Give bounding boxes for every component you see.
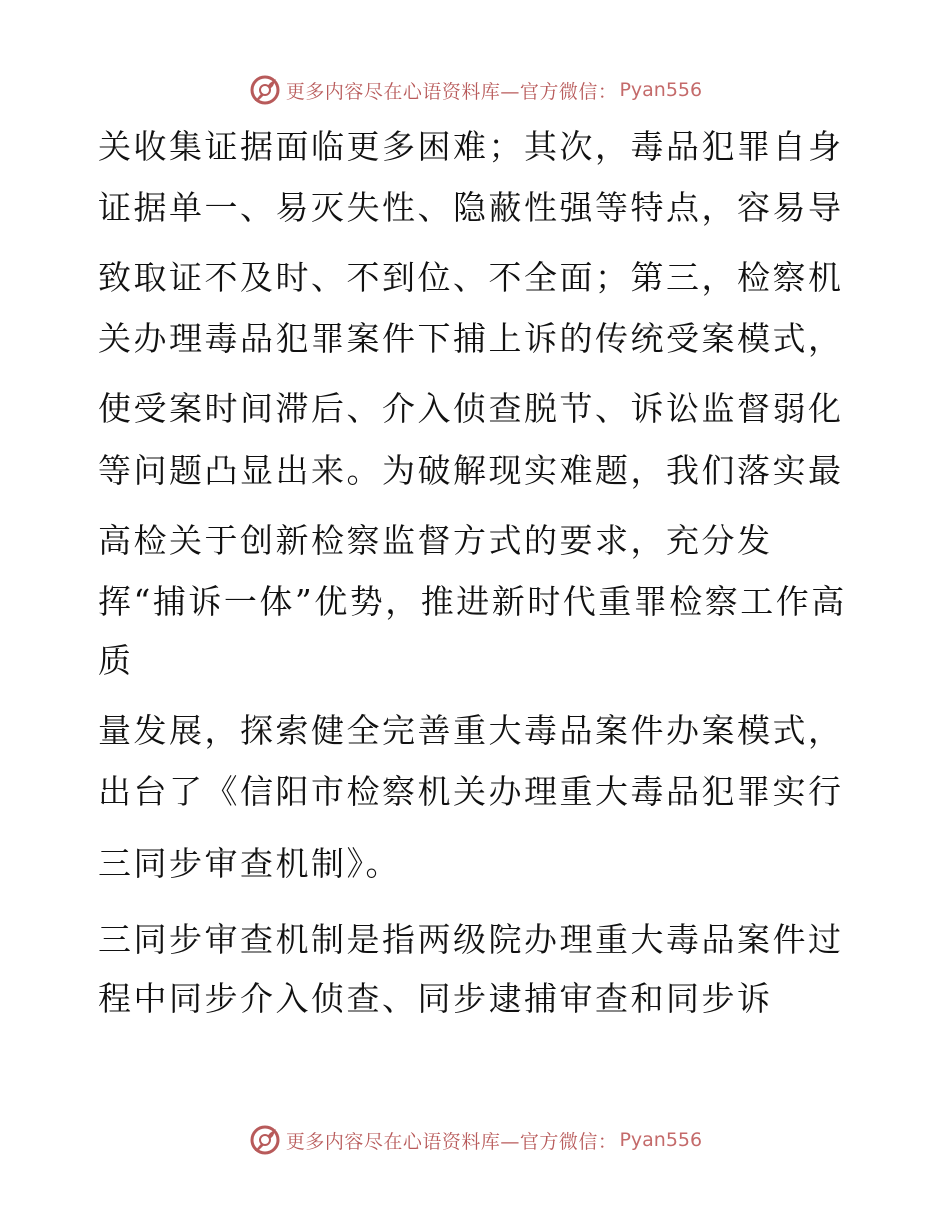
body-line: 三同步审查机制是指两级院办理重大毒品案件过 [98,920,844,959]
watermark-wechat-label: 官方微信： [519,80,618,103]
watermark-site-text: 更多内容尽在心语资料库— [285,80,520,103]
body-line: 挥“捕诉一体”优势，推进新时代重罪检察工作高 [98,582,847,621]
body-line: 致取证不及时、不到位、不全面；第三，检察机 [98,258,844,297]
body-line: 证据单一、易灭失性、隐蔽性强等特点，容易导 [98,188,844,227]
footer-watermark [0,1120,950,1160]
body-line: 程中同步介入侦查、同步逮捕审查和同步诉 [98,979,773,1018]
body-line: 关收集证据面临更多困难；其次，毒品犯罪自身 [98,127,844,166]
watermark-site-text: 更多内容尽在心语资料库— [285,1130,520,1153]
watermark-wechat-account: Pyan556 [619,1129,703,1151]
body-line: 出台了《信阳市检察机关办理重大毒品犯罪实行 [98,772,844,811]
watermark-wechat-label: 官方微信： [519,1130,618,1153]
body-line: 关办理毒品犯罪案件下捕上诉的传统受案模式， [98,319,844,358]
body-line: 质 [98,641,134,680]
body-line: 三同步审查机制》。 [98,844,401,883]
quill-pen-logo-icon [248,73,282,107]
quill-pen-logo-icon [248,1123,282,1157]
watermark-wechat-account: Pyan556 [619,79,703,101]
body-line: 量发展，探索健全完善重大毒品案件办案模式， [98,711,844,750]
body-line: 使受案时间滞后、介入侦查脱节、诉讼监督弱化 [98,389,844,428]
header-watermark [0,70,950,110]
body-line: 高检关于创新检察监督方式的要求，充分发 [98,521,773,560]
body-line: 等问题凸显出来。为破解现实难题，我们落实最 [98,451,844,490]
